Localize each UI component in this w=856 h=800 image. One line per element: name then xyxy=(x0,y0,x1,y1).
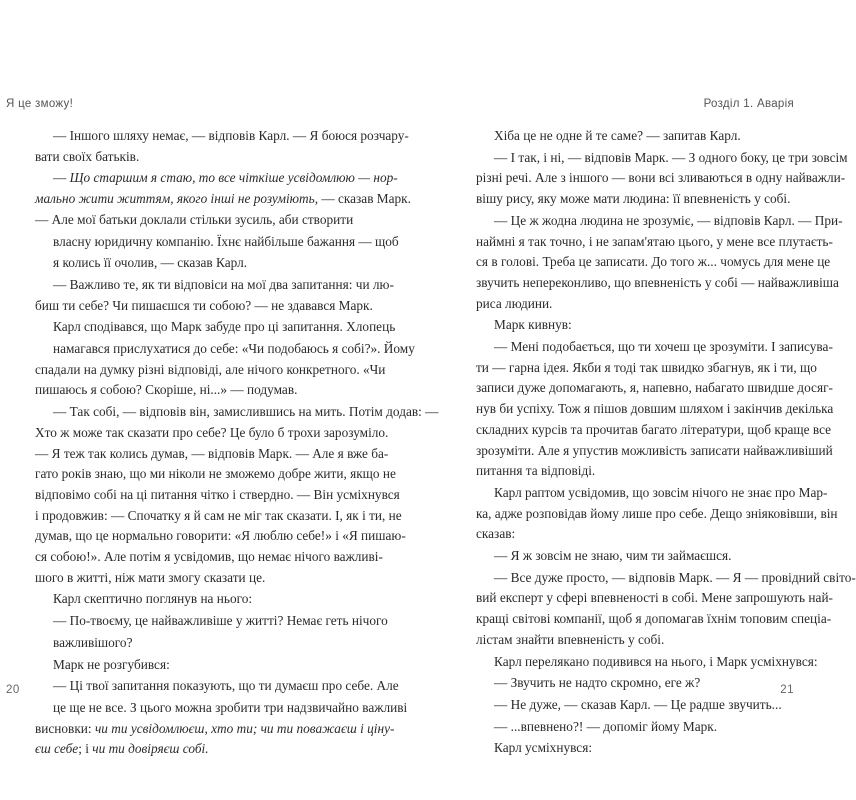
text-segment: питання та відповіді. xyxy=(476,463,596,479)
text-segment: Карл раптом усвідомив, що зовсім нічого не знає про Мар- xyxy=(494,484,828,500)
text-segment: риса людини. xyxy=(476,295,553,311)
text-segment: кращі світові компанії, щоб я допомагав їхнім топовим спеціа- xyxy=(476,611,832,627)
text-line xyxy=(35,380,365,401)
text-line xyxy=(476,524,806,545)
text-segment: звучить непереконливо, що впевненість у собі — найважливіша xyxy=(476,274,839,290)
text-line xyxy=(476,148,848,169)
text-segment: вати своїх батьків. xyxy=(35,148,140,164)
text-segment: думав, що це нормально говорити: «Я люблю себе!» і «Я пишаю- xyxy=(35,528,406,544)
text-line xyxy=(476,568,856,589)
text-segment: вішу рису, яку може мати людина: її впевненість у собі. xyxy=(476,191,791,207)
text-segment: — Я ж зовсім не знаю, чим ти займаєшся. xyxy=(494,548,732,564)
text-segment: єш себе xyxy=(35,741,79,757)
text-segment: спадали на думку різні відповіді, але нічого конкретного. «Чи xyxy=(35,361,386,377)
text-segment: — Важливо те, як ти відповіси на мої два запитання: чи лю- xyxy=(53,276,394,292)
text-line xyxy=(476,609,832,630)
text-segment: — Іншого шляху немає, — відповів Карл. — Я боюся розчару- xyxy=(53,128,409,143)
text-segment: Марк кивнув: xyxy=(494,317,572,333)
text-segment: — Ці твої запитання показують, що ти думаєш про себе. Але xyxy=(53,678,399,694)
text-line xyxy=(35,296,373,317)
text-line xyxy=(35,547,383,568)
text-line xyxy=(476,630,806,651)
text-line xyxy=(35,633,365,654)
text-line xyxy=(476,252,831,273)
text-segment: — сказав Марк. xyxy=(318,191,411,207)
text-line xyxy=(476,378,833,399)
text-line xyxy=(35,485,400,506)
text-line xyxy=(35,698,408,719)
text-segment: пишаюсь я собою? Скоріше, ні...» — подумав. xyxy=(35,382,298,398)
text-segment: Карл скептично поглянув на нього: xyxy=(53,591,253,607)
text-line xyxy=(476,588,833,609)
text-segment: — Так собі, — відповів він, замислившись на мить. Потім додав: — xyxy=(53,404,439,420)
text-segment: Карл перелякано подивився на нього, і Марк усміхнувся: xyxy=(494,653,818,669)
text-line xyxy=(35,676,399,697)
text-segment: — Але мої батьки доклали стільки зусиль, аби створити xyxy=(35,211,354,227)
text-line xyxy=(35,589,365,610)
text-segment: ка, адже розповідав йому лише про себе. Дещо зніяковівши, він xyxy=(476,505,838,521)
text-segment: Карл сподівався, що Марк забуде про ці запитання. Хлопець xyxy=(53,319,396,335)
text-line xyxy=(35,423,389,444)
text-line xyxy=(476,483,828,504)
text-line xyxy=(476,232,833,253)
text-segment: Карл усміхнувся: xyxy=(494,740,593,756)
text-segment: це ще не все. З цього можна зробити три надзвичайно важливі xyxy=(53,699,408,715)
text-line xyxy=(476,738,806,759)
text-segment: висновки: xyxy=(35,720,95,736)
text-segment: — Звучить не надто скромно, еге ж? xyxy=(494,675,701,691)
text-segment: — Я теж так колись думав, — відповів Марк. — Але я вже ба- xyxy=(35,445,389,461)
text-line xyxy=(35,210,365,231)
text-line xyxy=(35,464,396,485)
text-segment: чи ти довіряєш собі. xyxy=(92,741,209,757)
text-segment: ти — гарна ідея. Якби я тоді так швидко збагнув, як і ти, що xyxy=(476,359,817,375)
page-number: 20 xyxy=(6,684,20,696)
text-segment: складних курсів та прочитав багато літератури, щоб краще все xyxy=(476,421,832,437)
text-line xyxy=(476,399,834,420)
text-segment: лістам знайти впевненість у собі. xyxy=(476,631,665,647)
text-line xyxy=(35,611,388,632)
text-segment: — ...впевнено?! — допоміг йому Марк. xyxy=(494,718,718,734)
text-line xyxy=(35,232,399,253)
text-line xyxy=(35,339,415,360)
page-body xyxy=(476,126,856,759)
text-line xyxy=(476,315,806,336)
text-line xyxy=(35,126,409,147)
text-line xyxy=(35,719,395,740)
text-segment: нув би успіху. Тож я пішов довшим шляхом і закінчив декілька xyxy=(476,401,834,417)
text-segment: Марк не розгубився: xyxy=(53,656,170,672)
text-segment: — xyxy=(53,170,70,186)
text-line xyxy=(476,189,806,210)
text-line xyxy=(35,147,365,168)
text-segment: наймні я так точно, і не запам'ятаю цього, у мене все плутаєть- xyxy=(476,233,833,249)
text-line xyxy=(35,317,396,338)
text-segment: Що старшим я стаю, то все чіткіше усвідомлюю — нор- xyxy=(69,170,398,186)
text-segment: важливішого? xyxy=(53,634,133,650)
text-segment: — Мені подобається, що ти хочеш це зрозуміти. І записува- xyxy=(494,339,833,355)
text-segment: биш ти себе? Чи пишаєшся ти собою? — не здавався Марк. xyxy=(35,297,373,313)
text-segment: я колись її очолив, — сказав Карл. xyxy=(53,255,248,271)
text-line xyxy=(476,695,806,716)
text-segment: ся в голові. Треба це записати. До того ж... чомусь для мене це xyxy=(476,254,831,270)
text-segment: — Все дуже просто, — відповів Марк. — Я — провідний світо- xyxy=(494,569,856,585)
text-line xyxy=(476,546,806,567)
text-line xyxy=(476,211,843,232)
text-line xyxy=(35,568,365,589)
text-line xyxy=(476,441,833,462)
text-segment: мально жити життям, якого інші не розуміють, xyxy=(35,191,319,207)
running-head: Я це зможу! xyxy=(6,98,74,110)
text-segment: чи ти усвідомлюєш, хто ти; чи ти поважаєш і ціну- xyxy=(94,720,395,736)
text-segment: зрозуміти. Але я упустив можливість записати найважливіший xyxy=(476,442,833,458)
page-body xyxy=(35,126,439,760)
text-segment: — По-твоєму, це найважливіше у житті? Немає геть нічого xyxy=(53,613,388,629)
text-line xyxy=(476,358,817,379)
text-line xyxy=(476,337,833,358)
text-line xyxy=(476,652,818,673)
running-head: Розділ 1. Аварія xyxy=(703,98,794,110)
text-segment: Хто ж може так сказати про себе? Це було б трохи зарозуміло. xyxy=(35,424,389,440)
text-line xyxy=(476,273,839,294)
text-segment: відповімо собі на ці питання чітко і ствердно. — Він усміхнувся xyxy=(35,486,400,502)
text-line xyxy=(35,275,394,296)
text-segment: різні речі. Але з іншого — вони всі зливаються в одну найважли- xyxy=(476,170,846,186)
text-line xyxy=(35,253,365,274)
text-segment: намагався прислухатися до себе: «Чи подобаюсь я собі?». Йому xyxy=(53,341,415,357)
text-line xyxy=(35,444,389,465)
text-segment: сказав: xyxy=(476,526,516,542)
text-segment: — Не дуже, — сказав Карл. — Це радше звучить... xyxy=(494,696,782,712)
text-line xyxy=(476,673,806,694)
text-line xyxy=(35,168,398,189)
text-line xyxy=(35,526,406,547)
text-line xyxy=(35,506,402,527)
text-line xyxy=(476,717,806,738)
text-segment: вий експерт у сфері впевненості в собі. Мене запрошують най- xyxy=(476,590,833,606)
text-segment: — Це ж жодна людина не зрозуміє, — відповів Карл. — При- xyxy=(494,212,843,228)
text-line xyxy=(476,420,832,441)
text-line xyxy=(35,360,386,381)
text-line xyxy=(476,461,806,482)
text-line xyxy=(35,189,411,210)
right-page xyxy=(400,0,856,800)
text-line xyxy=(476,168,846,189)
text-segment: Хіба це не одне й те саме? — запитав Карл. xyxy=(494,128,741,143)
text-line xyxy=(476,294,806,315)
text-segment: власну юридичну компанію. Їхнє найбільше бажання — щоб xyxy=(53,233,399,249)
text-segment: ; і xyxy=(78,741,93,757)
text-segment: гато років знаю, що ми ніколи не зможемо добре жити, якщо не xyxy=(35,466,396,482)
page-number: 21 xyxy=(780,684,794,696)
text-segment: записи дуже допомагають, я, напевно, набагато швидше досяг- xyxy=(476,380,833,396)
text-segment: шого в житті, ніж мати змогу сказати це. xyxy=(35,569,266,585)
text-line xyxy=(476,504,838,525)
text-segment: — І так, і ні, — відповів Марк. — З одного боку, це три зовсім xyxy=(494,149,848,165)
text-line xyxy=(35,655,365,676)
text-segment: ся собою!». Але потім я усвідомив, що немає нічого важливі- xyxy=(35,549,383,565)
text-line xyxy=(35,739,365,760)
text-line xyxy=(476,126,806,147)
text-segment: і продовжив: — Спочатку я й сам не міг так сказати. І, як і ти, не xyxy=(35,507,402,523)
text-line xyxy=(35,402,439,423)
